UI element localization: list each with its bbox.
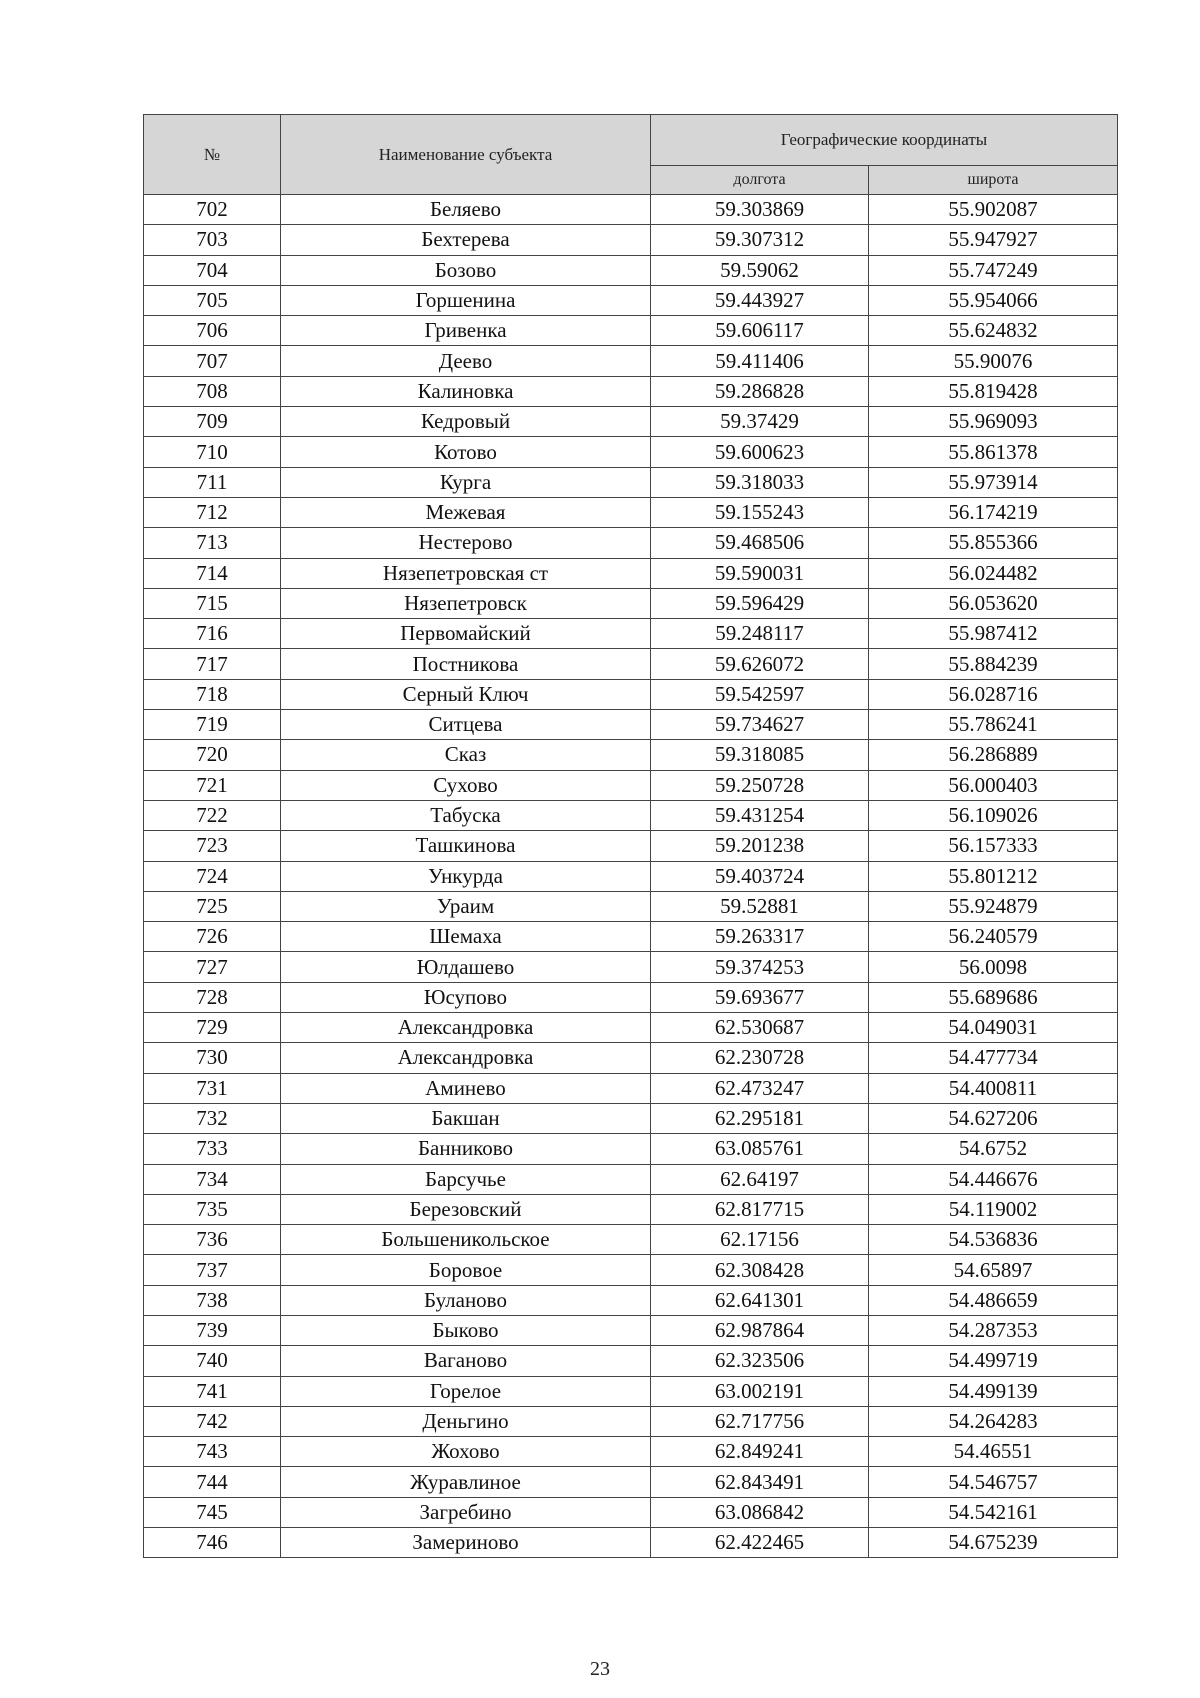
table-row bbox=[144, 649, 1118, 679]
cell-longitude: 62.987864 bbox=[651, 1315, 869, 1345]
cell-longitude: 59.600623 bbox=[651, 437, 869, 467]
cell-latitude: 54.264283 bbox=[869, 1406, 1118, 1436]
cell-name: Нязепетровск bbox=[281, 588, 651, 618]
cell-number: 725 bbox=[144, 891, 281, 921]
cell-name: Банниково bbox=[281, 1134, 651, 1164]
cell-longitude: 59.626072 bbox=[651, 649, 869, 679]
table-row bbox=[144, 891, 1118, 921]
cell-number: 709 bbox=[144, 407, 281, 437]
cell-latitude: 55.987412 bbox=[869, 619, 1118, 649]
cell-name: Бакшан bbox=[281, 1103, 651, 1133]
cell-name: Загребино bbox=[281, 1497, 651, 1527]
cell-longitude: 59.403724 bbox=[651, 861, 869, 891]
cell-longitude: 59.606117 bbox=[651, 316, 869, 346]
cell-name: Горшенина bbox=[281, 285, 651, 315]
table-row bbox=[144, 346, 1118, 376]
cell-longitude: 62.323506 bbox=[651, 1346, 869, 1376]
cell-number: 728 bbox=[144, 982, 281, 1012]
cell-latitude: 54.119002 bbox=[869, 1194, 1118, 1224]
cell-name: Бозово bbox=[281, 255, 651, 285]
cell-latitude: 54.675239 bbox=[869, 1528, 1118, 1558]
cell-longitude: 59.542597 bbox=[651, 679, 869, 709]
cell-latitude: 55.969093 bbox=[869, 407, 1118, 437]
cell-latitude: 54.400811 bbox=[869, 1073, 1118, 1103]
cell-name: Аминево bbox=[281, 1073, 651, 1103]
cell-number: 705 bbox=[144, 285, 281, 315]
cell-longitude: 62.17156 bbox=[651, 1225, 869, 1255]
cell-name: Ташкинова bbox=[281, 831, 651, 861]
table-row bbox=[144, 255, 1118, 285]
cell-name: Юлдашево bbox=[281, 952, 651, 982]
cell-latitude: 54.542161 bbox=[869, 1497, 1118, 1527]
cell-number: 722 bbox=[144, 800, 281, 830]
cell-latitude: 55.884239 bbox=[869, 649, 1118, 679]
table-row bbox=[144, 1315, 1118, 1345]
cell-number: 732 bbox=[144, 1103, 281, 1133]
cell-longitude: 62.230728 bbox=[651, 1043, 869, 1073]
cell-latitude: 54.446676 bbox=[869, 1164, 1118, 1194]
header-name: Наименование субъекта bbox=[281, 115, 651, 195]
cell-longitude: 62.717756 bbox=[651, 1406, 869, 1436]
cell-longitude: 59.52881 bbox=[651, 891, 869, 921]
table-row bbox=[144, 497, 1118, 527]
cell-name: Бехтерева bbox=[281, 225, 651, 255]
cell-longitude: 59.201238 bbox=[651, 831, 869, 861]
cell-number: 702 bbox=[144, 195, 281, 225]
cell-longitude: 59.693677 bbox=[651, 982, 869, 1012]
cell-name: Курга bbox=[281, 467, 651, 497]
table-row bbox=[144, 800, 1118, 830]
table-row bbox=[144, 982, 1118, 1012]
cell-name: Сухово bbox=[281, 770, 651, 800]
cell-name: Постникова bbox=[281, 649, 651, 679]
cell-latitude: 55.819428 bbox=[869, 376, 1118, 406]
cell-number: 720 bbox=[144, 740, 281, 770]
table-row bbox=[144, 619, 1118, 649]
cell-latitude: 55.902087 bbox=[869, 195, 1118, 225]
table-row bbox=[144, 1437, 1118, 1467]
header-coordinates: Географические координаты bbox=[651, 115, 1118, 166]
cell-number: 717 bbox=[144, 649, 281, 679]
page-number: 23 bbox=[590, 1658, 610, 1680]
table-row bbox=[144, 225, 1118, 255]
cell-latitude: 54.546757 bbox=[869, 1467, 1118, 1497]
cell-latitude: 54.499719 bbox=[869, 1346, 1118, 1376]
cell-latitude: 54.65897 bbox=[869, 1255, 1118, 1285]
cell-latitude: 56.053620 bbox=[869, 588, 1118, 618]
table-row bbox=[144, 861, 1118, 891]
cell-number: 742 bbox=[144, 1406, 281, 1436]
cell-latitude: 55.90076 bbox=[869, 346, 1118, 376]
cell-name: Котово bbox=[281, 437, 651, 467]
table-row bbox=[144, 1225, 1118, 1255]
cell-name: Ураим bbox=[281, 891, 651, 921]
cell-longitude: 62.817715 bbox=[651, 1194, 869, 1224]
coordinates-table bbox=[143, 114, 1118, 1558]
cell-number: 716 bbox=[144, 619, 281, 649]
cell-name: Александровка bbox=[281, 1043, 651, 1073]
cell-latitude: 54.477734 bbox=[869, 1043, 1118, 1073]
cell-name: Жохово bbox=[281, 1437, 651, 1467]
cell-longitude: 59.411406 bbox=[651, 346, 869, 376]
cell-longitude: 59.250728 bbox=[651, 770, 869, 800]
cell-number: 739 bbox=[144, 1315, 281, 1345]
cell-number: 737 bbox=[144, 1255, 281, 1285]
cell-number: 744 bbox=[144, 1467, 281, 1497]
cell-name: Межевая bbox=[281, 497, 651, 527]
cell-latitude: 56.024482 bbox=[869, 558, 1118, 588]
table-row bbox=[144, 1346, 1118, 1376]
table-row bbox=[144, 376, 1118, 406]
table-row bbox=[144, 1073, 1118, 1103]
cell-number: 721 bbox=[144, 770, 281, 800]
table-row bbox=[144, 1194, 1118, 1224]
cell-number: 730 bbox=[144, 1043, 281, 1073]
cell-longitude: 62.641301 bbox=[651, 1285, 869, 1315]
cell-name: Барсучье bbox=[281, 1164, 651, 1194]
cell-latitude: 54.6752 bbox=[869, 1134, 1118, 1164]
header-longitude: долгота bbox=[651, 166, 869, 195]
cell-name: Нестерово bbox=[281, 528, 651, 558]
table-row bbox=[144, 679, 1118, 709]
cell-number: 704 bbox=[144, 255, 281, 285]
cell-number: 718 bbox=[144, 679, 281, 709]
table-row bbox=[144, 316, 1118, 346]
table-row bbox=[144, 195, 1118, 225]
table-row bbox=[144, 831, 1118, 861]
cell-latitude: 55.855366 bbox=[869, 528, 1118, 558]
cell-longitude: 62.849241 bbox=[651, 1437, 869, 1467]
cell-latitude: 55.861378 bbox=[869, 437, 1118, 467]
cell-number: 706 bbox=[144, 316, 281, 346]
cell-latitude: 56.286889 bbox=[869, 740, 1118, 770]
table-row bbox=[144, 437, 1118, 467]
table-row bbox=[144, 1285, 1118, 1315]
table-row bbox=[144, 1043, 1118, 1073]
cell-name: Березовский bbox=[281, 1194, 651, 1224]
table-row bbox=[144, 770, 1118, 800]
cell-longitude: 59.37429 bbox=[651, 407, 869, 437]
cell-longitude: 59.248117 bbox=[651, 619, 869, 649]
cell-name: Деньгино bbox=[281, 1406, 651, 1436]
cell-name: Ситцева bbox=[281, 710, 651, 740]
table-row bbox=[144, 285, 1118, 315]
cell-latitude: 55.924879 bbox=[869, 891, 1118, 921]
cell-longitude: 59.303869 bbox=[651, 195, 869, 225]
cell-longitude: 62.530687 bbox=[651, 1013, 869, 1043]
cell-latitude: 55.624832 bbox=[869, 316, 1118, 346]
cell-number: 726 bbox=[144, 922, 281, 952]
cell-longitude: 59.318085 bbox=[651, 740, 869, 770]
table-row bbox=[144, 922, 1118, 952]
cell-name: Боровое bbox=[281, 1255, 651, 1285]
cell-latitude: 55.747249 bbox=[869, 255, 1118, 285]
table-row bbox=[144, 528, 1118, 558]
cell-longitude: 62.64197 bbox=[651, 1164, 869, 1194]
cell-longitude: 59.468506 bbox=[651, 528, 869, 558]
table-row bbox=[144, 1376, 1118, 1406]
cell-longitude: 63.086842 bbox=[651, 1497, 869, 1527]
cell-latitude: 56.028716 bbox=[869, 679, 1118, 709]
table-row bbox=[144, 588, 1118, 618]
cell-longitude: 59.431254 bbox=[651, 800, 869, 830]
cell-number: 715 bbox=[144, 588, 281, 618]
cell-longitude: 59.734627 bbox=[651, 710, 869, 740]
cell-latitude: 54.486659 bbox=[869, 1285, 1118, 1315]
cell-latitude: 56.109026 bbox=[869, 800, 1118, 830]
cell-name: Деево bbox=[281, 346, 651, 376]
cell-number: 741 bbox=[144, 1376, 281, 1406]
cell-number: 703 bbox=[144, 225, 281, 255]
cell-number: 724 bbox=[144, 861, 281, 891]
table-row bbox=[144, 1134, 1118, 1164]
cell-latitude: 56.240579 bbox=[869, 922, 1118, 952]
table-row bbox=[144, 952, 1118, 982]
cell-number: 712 bbox=[144, 497, 281, 527]
cell-longitude: 62.295181 bbox=[651, 1103, 869, 1133]
table-header bbox=[144, 115, 1118, 195]
cell-number: 740 bbox=[144, 1346, 281, 1376]
cell-longitude: 59.307312 bbox=[651, 225, 869, 255]
cell-latitude: 54.46551 bbox=[869, 1437, 1118, 1467]
cell-longitude: 62.308428 bbox=[651, 1255, 869, 1285]
cell-name: Табуска bbox=[281, 800, 651, 830]
cell-longitude: 59.318033 bbox=[651, 467, 869, 497]
table-row bbox=[144, 1528, 1118, 1558]
cell-longitude: 59.155243 bbox=[651, 497, 869, 527]
cell-number: 713 bbox=[144, 528, 281, 558]
table-body bbox=[144, 195, 1118, 1558]
cell-longitude: 62.422465 bbox=[651, 1528, 869, 1558]
cell-name: Серный Ключ bbox=[281, 679, 651, 709]
cell-name: Кедровый bbox=[281, 407, 651, 437]
table-row bbox=[144, 1255, 1118, 1285]
cell-longitude: 63.085761 bbox=[651, 1134, 869, 1164]
cell-longitude: 59.286828 bbox=[651, 376, 869, 406]
cell-longitude: 59.590031 bbox=[651, 558, 869, 588]
cell-latitude: 54.287353 bbox=[869, 1315, 1118, 1345]
cell-longitude: 62.473247 bbox=[651, 1073, 869, 1103]
cell-latitude: 56.157333 bbox=[869, 831, 1118, 861]
cell-longitude: 59.443927 bbox=[651, 285, 869, 315]
table-row bbox=[144, 1497, 1118, 1527]
table-row bbox=[144, 1164, 1118, 1194]
cell-number: 710 bbox=[144, 437, 281, 467]
cell-number: 733 bbox=[144, 1134, 281, 1164]
cell-longitude: 63.002191 bbox=[651, 1376, 869, 1406]
cell-name: Журавлиное bbox=[281, 1467, 651, 1497]
cell-number: 708 bbox=[144, 376, 281, 406]
cell-latitude: 54.049031 bbox=[869, 1013, 1118, 1043]
table-row bbox=[144, 467, 1118, 497]
cell-latitude: 55.689686 bbox=[869, 982, 1118, 1012]
cell-latitude: 54.536836 bbox=[869, 1225, 1118, 1255]
cell-latitude: 54.627206 bbox=[869, 1103, 1118, 1133]
cell-latitude: 55.786241 bbox=[869, 710, 1118, 740]
table-row bbox=[144, 740, 1118, 770]
cell-latitude: 56.0098 bbox=[869, 952, 1118, 982]
cell-number: 723 bbox=[144, 831, 281, 861]
cell-latitude: 54.499139 bbox=[869, 1376, 1118, 1406]
table-row bbox=[144, 710, 1118, 740]
cell-latitude: 55.973914 bbox=[869, 467, 1118, 497]
cell-number: 735 bbox=[144, 1194, 281, 1224]
table-row bbox=[144, 407, 1118, 437]
cell-number: 707 bbox=[144, 346, 281, 376]
cell-latitude: 55.954066 bbox=[869, 285, 1118, 315]
cell-latitude: 56.000403 bbox=[869, 770, 1118, 800]
cell-latitude: 55.801212 bbox=[869, 861, 1118, 891]
cell-name: Быково bbox=[281, 1315, 651, 1345]
cell-name: Замериново bbox=[281, 1528, 651, 1558]
cell-name: Ункурда bbox=[281, 861, 651, 891]
cell-number: 734 bbox=[144, 1164, 281, 1194]
cell-number: 711 bbox=[144, 467, 281, 497]
cell-latitude: 56.174219 bbox=[869, 497, 1118, 527]
cell-name: Юсупово bbox=[281, 982, 651, 1012]
cell-name: Беляево bbox=[281, 195, 651, 225]
table-row bbox=[144, 1467, 1118, 1497]
cell-longitude: 59.59062 bbox=[651, 255, 869, 285]
cell-name: Нязепетровская ст bbox=[281, 558, 651, 588]
header-number: № bbox=[144, 115, 281, 195]
cell-number: 729 bbox=[144, 1013, 281, 1043]
cell-number: 743 bbox=[144, 1437, 281, 1467]
cell-name: Ваганово bbox=[281, 1346, 651, 1376]
cell-number: 738 bbox=[144, 1285, 281, 1315]
cell-number: 745 bbox=[144, 1497, 281, 1527]
cell-longitude: 59.374253 bbox=[651, 952, 869, 982]
cell-number: 719 bbox=[144, 710, 281, 740]
cell-name: Горелое bbox=[281, 1376, 651, 1406]
cell-name: Первомайский bbox=[281, 619, 651, 649]
cell-longitude: 59.596429 bbox=[651, 588, 869, 618]
cell-number: 727 bbox=[144, 952, 281, 982]
cell-latitude: 55.947927 bbox=[869, 225, 1118, 255]
table-row bbox=[144, 1103, 1118, 1133]
table-row bbox=[144, 1013, 1118, 1043]
cell-number: 736 bbox=[144, 1225, 281, 1255]
table-row bbox=[144, 558, 1118, 588]
cell-name: Калиновка bbox=[281, 376, 651, 406]
cell-name: Александровка bbox=[281, 1013, 651, 1043]
cell-longitude: 62.843491 bbox=[651, 1467, 869, 1497]
cell-name: Большеникольское bbox=[281, 1225, 651, 1255]
cell-longitude: 59.263317 bbox=[651, 922, 869, 952]
header-latitude: широта bbox=[869, 166, 1118, 195]
cell-name: Гривенка bbox=[281, 316, 651, 346]
cell-name: Буланово bbox=[281, 1285, 651, 1315]
cell-name: Шемаха bbox=[281, 922, 651, 952]
cell-number: 731 bbox=[144, 1073, 281, 1103]
cell-number: 746 bbox=[144, 1528, 281, 1558]
cell-name: Сказ bbox=[281, 740, 651, 770]
table-row bbox=[144, 1406, 1118, 1436]
cell-number: 714 bbox=[144, 558, 281, 588]
